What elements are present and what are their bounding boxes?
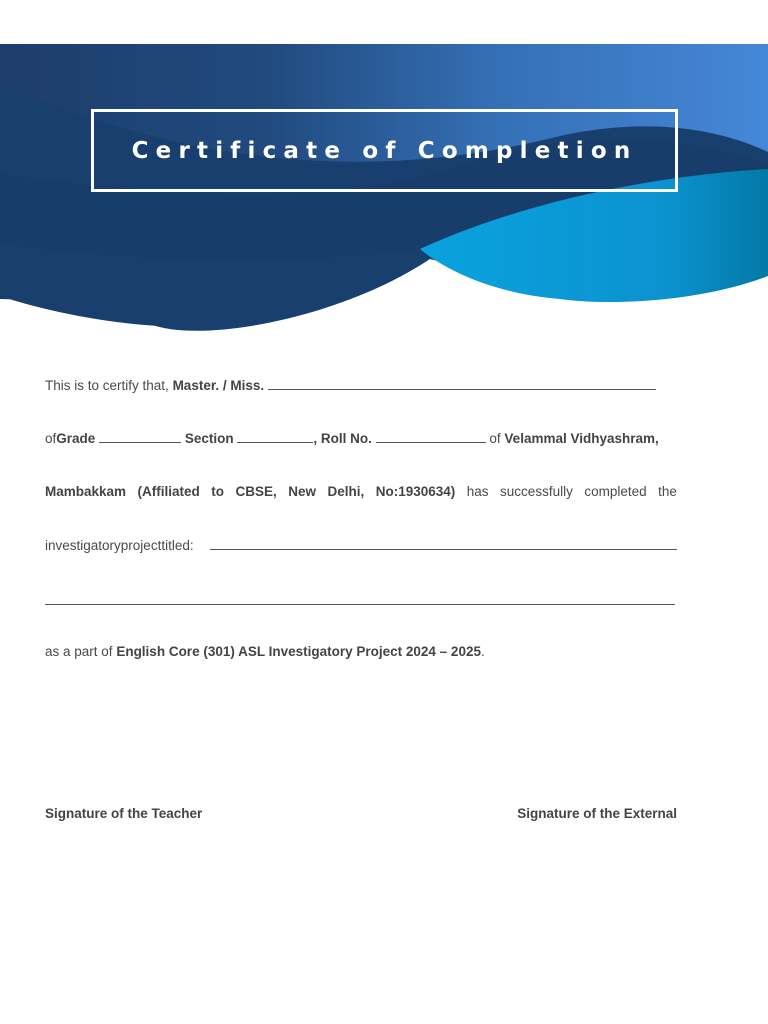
project-title-blank-2[interactable]: [45, 592, 675, 605]
project-word: investigatory: [45, 538, 121, 553]
rollno-label: , Roll No.: [313, 431, 372, 446]
project-word: project: [120, 538, 162, 553]
completion-word: successfully: [500, 484, 573, 499]
course-line: [45, 643, 677, 661]
name-label: Master. / Miss.: [172, 378, 265, 393]
title-frame: [91, 109, 678, 192]
teacher-signature-label: Signature of the Teacher: [45, 806, 203, 821]
course-name: English Core (301) ASL Investigatory Project 2024 – 2025: [116, 644, 481, 659]
project-title-blank[interactable]: [210, 537, 677, 550]
affiliation-word: New: [288, 484, 317, 499]
project-title-line: [45, 537, 677, 555]
course-prefix: as a part of: [45, 644, 113, 659]
course-suffix: .: [480, 644, 485, 659]
certify-line: [45, 377, 677, 395]
certificate-title: Certificate of Completion: [131, 137, 638, 164]
school-name: Velammal Vidhyashram,: [504, 431, 659, 446]
name-blank[interactable]: [268, 377, 656, 390]
affiliation-word: No:1930634): [375, 484, 456, 499]
project-word: titled:: [161, 538, 194, 553]
affiliation-word: CBSE,: [235, 484, 277, 499]
section-label: Section: [184, 431, 234, 446]
of-text: of: [45, 431, 57, 446]
external-signature-label: Signature of the External: [517, 806, 677, 821]
completion-word: completed: [584, 484, 647, 499]
affiliation-word: (Affiliated: [137, 484, 200, 499]
affiliation-line: [45, 483, 677, 501]
project-title-continuation: [45, 592, 677, 610]
affiliation-word: Mambakkam: [45, 484, 127, 499]
certify-text: This is to certify that,: [45, 378, 169, 393]
grade-blank[interactable]: [99, 430, 181, 443]
completion-word: has: [466, 484, 489, 499]
grade-line: [45, 430, 677, 448]
grade-label: Grade: [56, 431, 96, 446]
affiliation-word: Delhi,: [327, 484, 365, 499]
rollno-blank[interactable]: [376, 430, 486, 443]
affiliation-word: to: [211, 484, 225, 499]
section-blank[interactable]: [237, 430, 313, 443]
of-text-2: of: [489, 431, 501, 446]
completion-word: the: [658, 484, 677, 499]
